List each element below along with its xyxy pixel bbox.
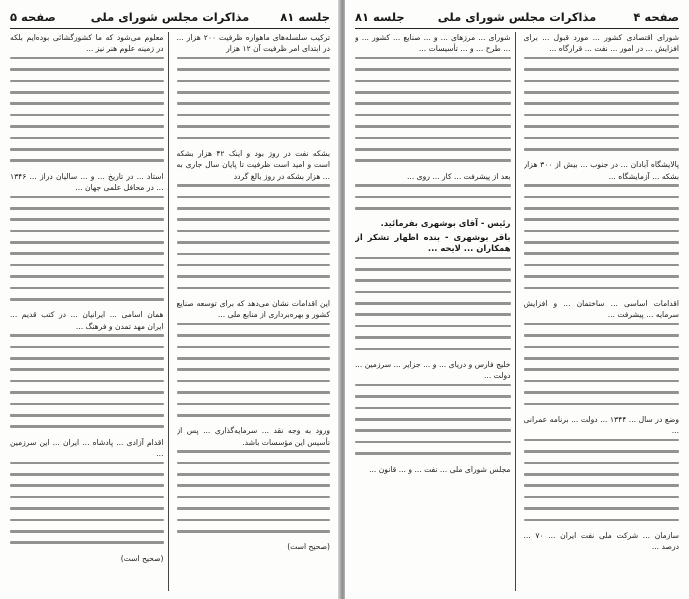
column-right [177, 32, 331, 591]
column-left [355, 32, 516, 591]
page-number: جلسه ۸۱ [280, 10, 330, 24]
paragraph: شورای اقتصادی کشور ... مورد قبول ... برای افزایش ... در امور ... نفت ... قرارگاه ... [523, 33, 679, 54]
paragraph: خلیج فارس و دریای ... و ... جزایر ... سرزمین ... دولت ... [355, 360, 511, 381]
page-left [0, 0, 340, 599]
paragraph: همان اسامی ... ایرانیان ... در کتب قدیم ... ایران مهد تمدن و فرهنگ ... [10, 310, 164, 331]
page-title: مذاکرات مجلس شورای ملی [437, 10, 597, 24]
page-label: صفحه ۵ [10, 10, 56, 24]
paragraph: ورود به وجه نقد ... سرمایه‌گذاری ... پس از تأسیس این مؤسسات باشد. [176, 426, 330, 447]
page-label: صفحه ۴ [633, 10, 679, 24]
column-left [10, 32, 169, 591]
paragraph: اقدام آزادی ... پادشاه ... ایران ... این سرزمین ... [10, 437, 164, 459]
paragraph: بشکه نفت در روز بود و اینک ۴۲ هزار بشکه است و امید است ظرفیت تا پایان سال جاری به ... هزار بشکه در روز بالغ گردد [176, 148, 330, 181]
paragraph: سازمان ... شرکت ملی نفت ایران ... ۷۰ ... درصد ... [523, 530, 679, 552]
paragraph: این اقدامات نشان می‌دهد که برای توسعه صنایع کشور و بهره‌برداری از منابع ملی ... [176, 299, 330, 320]
page-right [345, 0, 689, 599]
page-number: جلسه ۸۱ [355, 10, 405, 24]
speaker-line: رئیس - آقای بوشهری بفرمائید. [380, 218, 511, 229]
paragraph: اقدامات اساسی ... ساختمان ... و افزایش سرمایه ... پیشرفت ... [523, 299, 679, 320]
paragraph: ترکیب سلسله‌های ماهواره ظرفیت ۲۰۰ هزار ... در ابتدای امر ظرفیت آن ۱۲ هزار [176, 33, 330, 54]
page-title: مذاکرات مجلس شورای ملی [90, 10, 250, 24]
paragraph: بعد از پیشرفت ... کار ... روی ... [407, 171, 511, 181]
paragraph: (صحیح است) [287, 542, 330, 552]
paragraph: پالایشگاه آبادان ... در جنوب ... بیش از ۳۰۰ هزار بشکه ... آزمایشگاه ... [523, 160, 679, 181]
paragraph: (صحیح است) [120, 553, 164, 563]
paragraph: استاد ... در تاریخ ... و ... سالیان دراز ... ۱۳۴۶ ... در محافل علمی جهان ... [10, 171, 164, 193]
page-header [10, 6, 330, 29]
paragraph: وضع در سال ... ۱۳۴۴ ... دولت ... برنامه عمرانی ... [523, 414, 679, 436]
paragraph: مجلس شورای ملی ... نفت ... و ... قانون ... [369, 464, 511, 474]
column-right [524, 32, 680, 591]
paragraph: معلوم می‌شود که ما کشور‌گشائی بوده‌ایم بلکه در زمینه علوم هنر نیز ... [10, 33, 164, 54]
paragraph: شورای ... مرزهای ... و ... صنایع ... کشور ... و ... طرح ... و ... تأسیسات ... [355, 33, 511, 54]
speaker-heading: باقر بوشهری - بنده اظهار تشکر از همکاران ... لایحه ... [355, 231, 511, 254]
page-header [355, 6, 679, 29]
